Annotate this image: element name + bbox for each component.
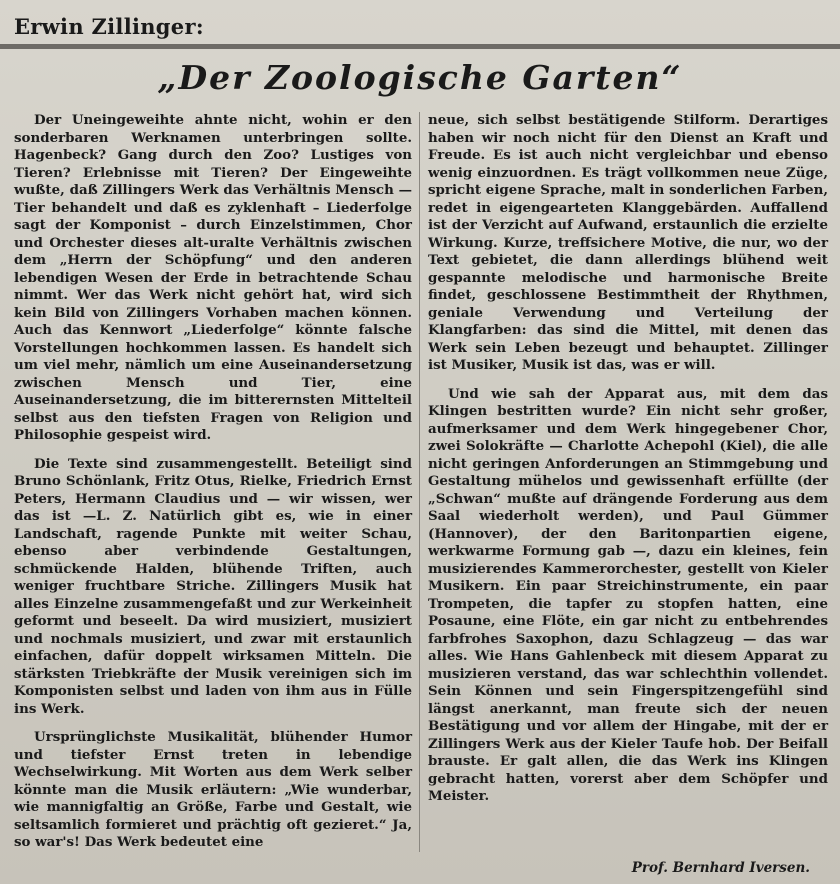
byline: Prof. Bernhard Iversen. xyxy=(631,860,810,876)
left-column xyxy=(14,112,412,863)
heading-rule xyxy=(0,44,840,49)
paragraph: Ursprünglichste Musikalität, blühender Humor und tiefster Ernst treten in lebendige Wechselwirkung. Mit Worten aus dem Werk selber könnte man die Musik erläutern: „Wie wunderbar, wie mannigfaltig an Größe, Farbe und Gestalt, wie seltsamlich formieret und prächtig oft gezieret.“ Ja, so war's! Das Werk bedeutet eine xyxy=(14,729,412,850)
paragraph: neue, sich selbst bestätigende Stilform. Derartiges haben wir noch nicht für den Dienst an Kraft und Freude. Es ist auch nicht vergleichbar und ebenso wenig einzuordnen. Es trägt vollkommen neue Züge, spricht eigene Sprache, malt in sonderlichen Farben, redet in eigengearteten Klanggebärden. Auffallend ist der Verzicht auf Aufwand, erstaunlich die erzielte Wirkung. Kurze, treffsichere Motive, die nur, wo der Text gebietet, die dann allerdings blühend weit gespannte melodische und harmonische Breite findet, geschlossene Bestimmtheit der Rhythmen, geniale Verwendung und Verteilung der Klangfarben: das sind die Mittel, mit denen das Werk sein Leben bezeugt und behauptet. Zillinger ist Musiker, Musik ist das, was er will. xyxy=(428,112,828,373)
article-title: „Der Zoologische Garten“ xyxy=(157,58,683,97)
paragraph: Und wie sah der Apparat aus, mit dem das Klingen bestritten wurde? Ein nicht sehr großer, aufmerksamer und dem Werk hingegebener Chor, zwei Solokräfte — Charlotte Achepohl (Kiel), die alle nicht geringen Anforderungen an Stimmgebung und Gestaltung mühelos und gewissenhaft erfüllte (der „Schwan“ mußte auf drängende Forderung aus dem Saal wiederholt werden), und Paul Gümmer (Hannover), der den Baritonpartien eigene, werkwarme Formung gab —, dazu ein kleines, fein musizierendes Kammerorchester, gestellt von Kieler Musikern. Ein paar Streichinstrumente, ein paar Trompeten, die tapfer zu stopfen hatten, eine Posaune, eine Flöte, ein gar nicht zu entbehrendes farbfrohes Saxophon, dazu Schlagzeug — das war alles. Wie Hans Gahlenbeck mit diesem Apparat zu musizieren verstand, das war schlechthin vollendet. Sein Können und sein Fingerspitzengefühl sind längst anerkannt, man freute sich der neuen Bestätigung und vor allem der Hingabe, mit der er Zillingers Werk aus der Kieler Taufe hob. Der Beifall brauste. Er galt allen, die das Werk ins Klingen gebracht hatten, vorerst aber dem Schöpfer und Meister. xyxy=(428,385,828,804)
paragraph: Die Texte sind zusammengestellt. Beteiligt sind Bruno Schönlank, Fritz Otus, Rielke, Friedrich Ernst Peters, Hermann Claudius und — wir wissen, wer das ist —L. Z. Natürlich gibt es, wie in einer Landschaft, ragende Punkte mit weiter Schau, ebenso aber verbindende Gestaltungen, schmückende Halden, blühende Triften, auch weniger fruchtbare Striche. Zillingers Musik hat alles Einzelne zusammengefaßt und zur Werkeinheit geformt und beseelt. Da wird musiziert, musiziert und nochmals musiziert, und zwar mit erstaunlich einfachen, dafür doppelt wirksamen Mitteln. Die stärksten Triebkräfte der Musik vereinigen sich im Komponisten selbst und laden von ihm aus in Fülle ins Werk. xyxy=(14,455,412,717)
author-heading: Erwin Zillinger: xyxy=(14,14,204,39)
column-divider xyxy=(419,112,420,852)
right-column xyxy=(428,112,828,817)
paragraph: Der Uneingeweihte ahnte nicht, wohin er den sonderbaren Werknamen unterbringen sollte. Hagenbeck? Gang durch den Zoo? Lustiges von Tieren? Erlebnisse mit Tieren? Der Eingeweihte wußte, daß Zillingers Werk das Verhältnis Mensch — Tier behandelt und daß es zyklenhaft – Liederfolge sagt der Komponist – durch Einzelstimmen, Chor und Orchester dieses alt-uralte Verhältnis zwischen dem „Herrn der Schöpfung“ und den anderen lebendigen Wesen der Erde in betrachtende Schau nimmt. Wer das Werk nicht gehört hat, wird sich kein Bild von Zillingers Vorhaben machen können. Auch das Kennwort „Liederfolge“ könnte falsche Vorstellungen hochkommen lassen. Es handelt sich um viel mehr, nämlich um eine Auseinandersetzung zwischen Mensch und Tier, eine Auseinandersetzung, die im bitterernsten Mittelteil selbst aus den tiefsten Fragen von Religion und Philosophie gespeist wird. xyxy=(14,112,412,443)
